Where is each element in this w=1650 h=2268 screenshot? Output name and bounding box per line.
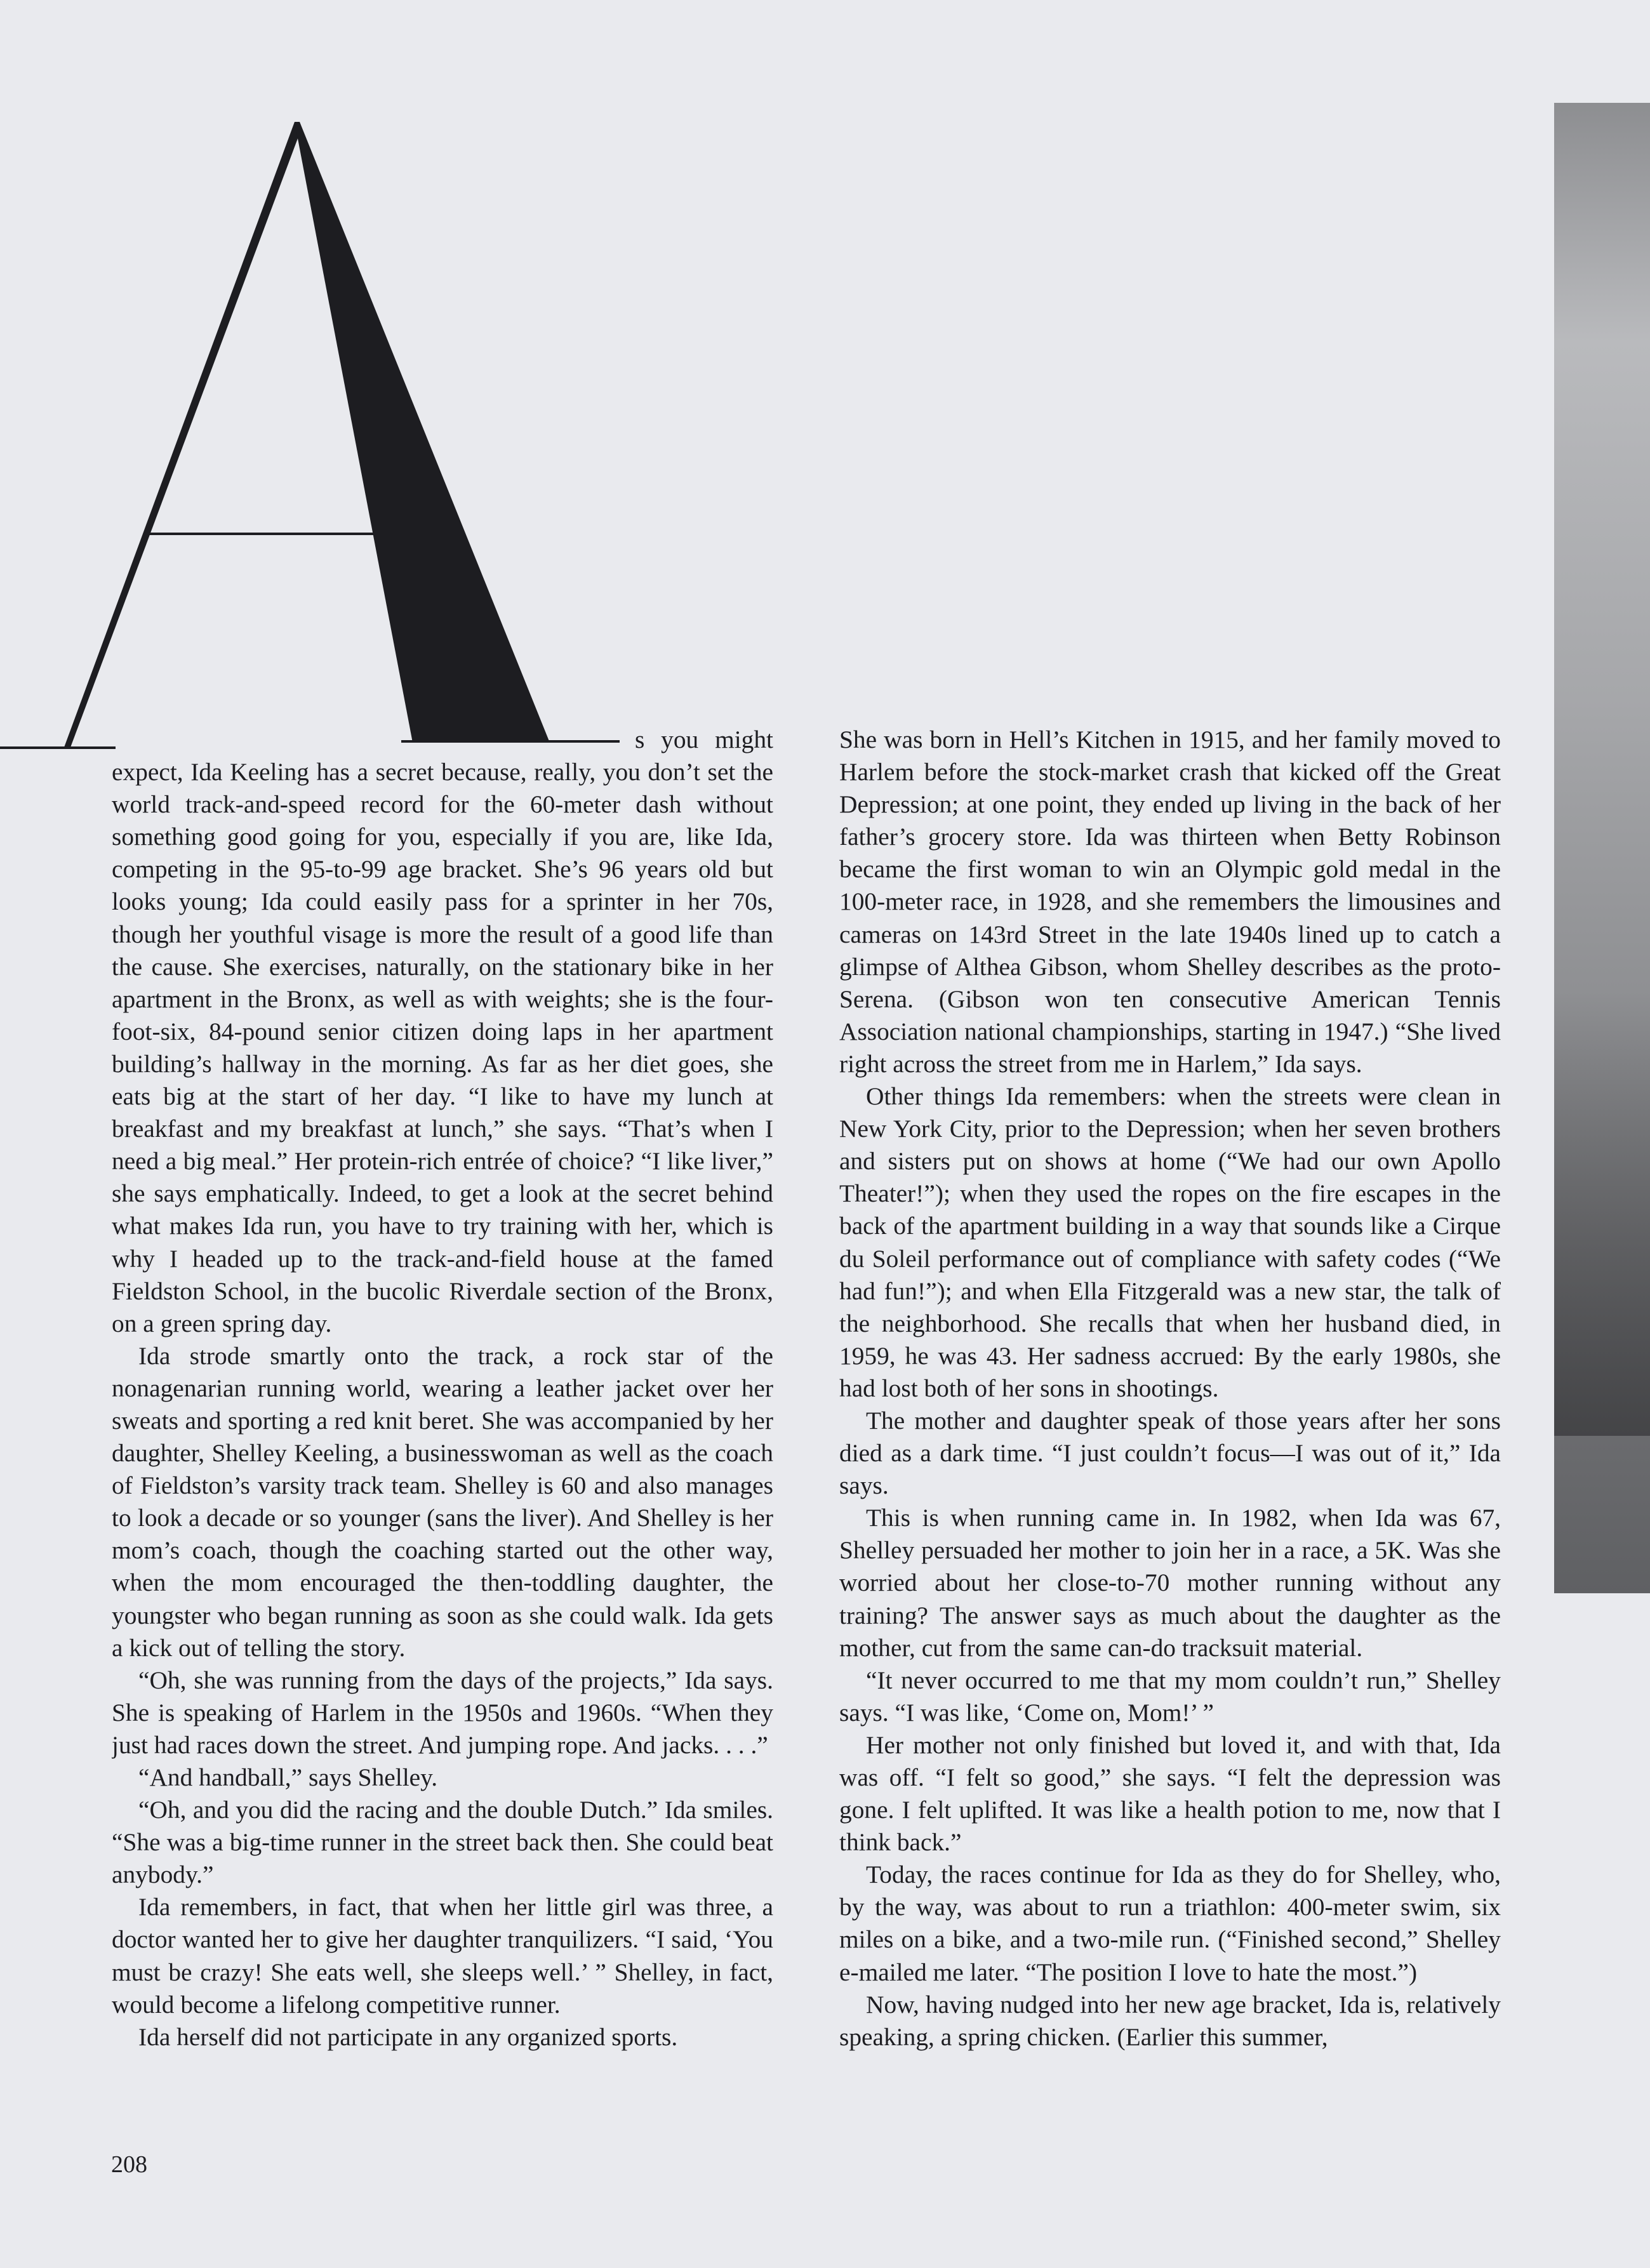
paragraph: Other things Ida remembers: when the streets were clean in New York City, prior to the Depression; when her seven brothers and sisters put on shows at home (“We had our own Apollo Theater!”); when they used the ropes on the fire escapes in the back of the apartment building in a way that sounds like a Cirque du Soleil performance out of compliance with safety codes (“We had fun!”); and when Ella Fitzgerald was a new star, the talk of the neighborhood. She recalls that when her husband died, in 1959, he was 43. Her sadness accrued: By the early 1980s, she had lost both of her sons in shootings. xyxy=(839,1082,1501,1402)
drop-cap-crossbar xyxy=(143,533,394,535)
paragraph: Ida strode smartly onto the track, a rock star of the nonagenarian running world, wearing a leather jacket over her sweats and sporting a red knit beret. She was accompanied by her daughter, Shelley Keeling, a businesswoman as well as the coach of Fieldston’s varsity track team. Shelley is 60 and also manages to look a decade or so younger (sans the liver). And Shelley is her mom’s coach, though the coaching started out the other way, when the mom encouraged the then-toddling daughter, the youngster who began running as soon as she could walk. Ida gets a kick out of telling the story. xyxy=(112,1341,773,1662)
drop-cap-letter xyxy=(0,114,635,762)
paragraph: “Oh, and you did the racing and the double Dutch.” Ida smiles. “She was a big-time runner in the street back then. She could beat anybody.” xyxy=(112,1796,773,1889)
article-column-left xyxy=(112,724,773,2095)
paragraph: Now, having nudged into her new age bracket, Ida is, relatively speaking, a spring chicken. (Earlier this summer, xyxy=(839,1990,1501,2051)
paragraph: “And handball,” says Shelley. xyxy=(138,1763,438,1791)
paragraph: Ida remembers, in fact, that when her little girl was three, a doctor wanted her to give her daughter tranquilizers. “I said, ‘You must be crazy! She eats well, she sleeps well.’ ” Shelley, in fact, would become a lifelong competitive runner. xyxy=(112,1893,773,2019)
drop-cap-thin-stroke xyxy=(63,122,300,749)
paragraph: Today, the races continue for Ida as they do for Shelley, who, by the way, was about to run a triathlon: 400-meter swim, six miles on a bike, and a two-mile run. (“Finished second,” Shelley e-mailed me later. “The position I love to hate the most.”) xyxy=(839,1860,1501,1986)
paragraph: “Oh, she was running from the days of the projects,” Ida says. She is speaking of Harlem in the 1950s and 1960s. “When they just had races down the street. And jumping rope. And jacks. . . .” xyxy=(112,1666,773,1759)
page-number: 208 xyxy=(111,2151,147,2178)
paragraph: s you might expect, Ida Keeling has a secret because, really, you don’t set the world track-and-speed record for the 60-meter dash without something good going for you, especially if you are, like Ida, competing in the 95-to-99 age bracket. She’s 96 years old but looks young; Ida could easily pass for a sprinter in her 70s, though her youthful visage is more the result of a good life than the cause. She exercises, naturally, on the stationary bike in her apartment in the Bronx, as well as with weights; she is the four-foot-six, 84-pound senior citizen doing laps in her apartment building’s hallway in the morning. As far as her diet goes, she eats big at the start of her day. “I like to have my lunch at breakfast and my breakfast at lunch,” she says. “That’s when I need a big meal.” Her protein-rich entrée of choice? “I like liver,” she says emphatically. Indeed, to get a look at the secret behind what makes Ida run, you have to try training with her, which is why I headed up to the track-and-field house at the famed Fieldston School, in the bucolic Riverdale section of the Bronx, on a green spring day. xyxy=(112,726,773,1337)
paragraph: This is when running came in. In 1982, when Ida was 67, Shelley persuaded her mother to join her in a race, a 5K. Was she worried about her close-to-70 mother running without any training? The answer says as much about the daughter as the mother, cut from the same can-do tracksuit material. xyxy=(839,1504,1501,1662)
paragraph: The mother and daughter speak of those years after her sons died as a dark time. “I just couldn’t focus—I was out of it,” Ida says. xyxy=(839,1406,1501,1500)
paragraph: “It never occurred to me that my mom couldn’t run,” Shelley says. “I was like, ‘Come on, Mom!’ ” xyxy=(839,1666,1501,1727)
article-column-right xyxy=(839,724,1501,2095)
paragraph: Her mother not only finished but loved it, and with that, Ida was off. “I felt so good,” she says. “I felt the depression was gone. I felt uplifted. It was like a health potion to me, now that I think back.” xyxy=(839,1730,1501,1857)
paragraph: She was born in Hell’s Kitchen in 1915, and her family moved to Harlem before the stock-market crash that kicked off the Great Depression; at one point, they ended up living in the back of her father’s grocery store. Ida was thirteen when Betty Robinson became the first woman to win an Olympic gold medal in the 100-meter race, in 1928, and she remembers the limousines and cameras on 143rd Street in the late 1940s lined up to catch a glimpse of Althea Gibson, whom Shelley describes as the proto-Serena. (Gibson won ten consecutive American Tennis Association national championships, starting in 1947.) “She lived right across the street from me in Harlem,” Ida says. xyxy=(839,726,1501,1078)
drop-cap-thick-stroke xyxy=(295,122,550,743)
photo-edge xyxy=(1554,103,1650,1593)
drop-cap-left-serif xyxy=(0,746,116,749)
paragraph: Ida herself did not participate in any organized sports. xyxy=(138,2022,678,2051)
